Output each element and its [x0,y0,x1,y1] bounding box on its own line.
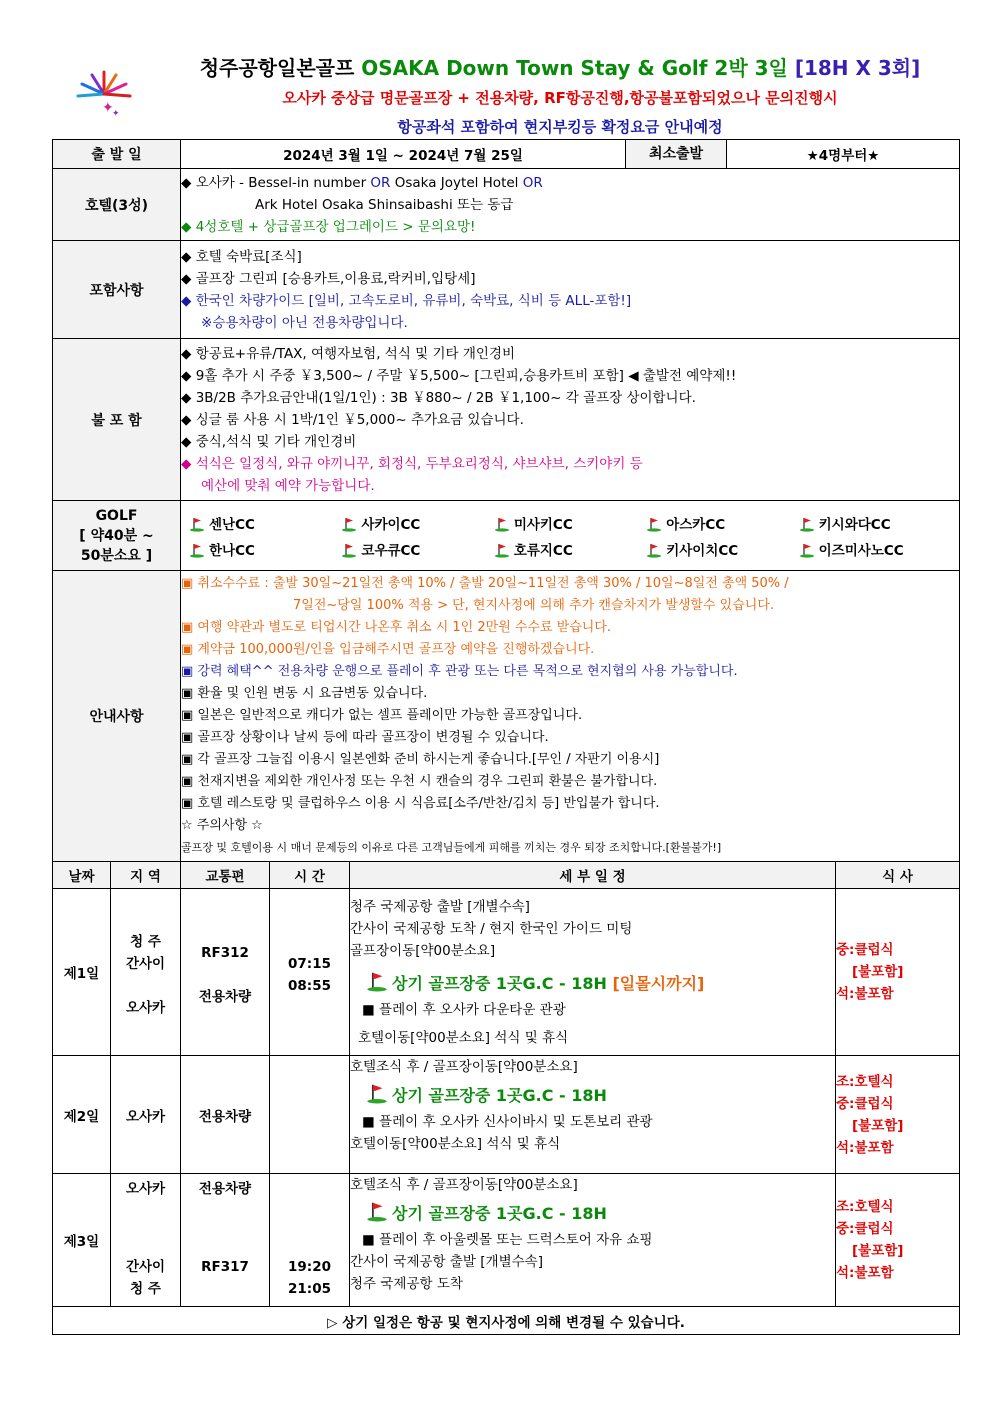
golf-label [53,501,181,571]
time-line: 08:55 [288,978,331,994]
meal-line: [불포함] [852,1117,904,1134]
golf-course-name: 미사키CC [513,516,573,533]
title-suffix: [18H X 3회] [794,56,921,80]
golf-round-text: 상기 골프장중 1곳G.C - 18H [392,1204,607,1223]
subtitle-line-2: 항공좌석 포함하여 현지부킹등 확정요금 안내예정 [397,118,723,136]
hotel-text-2: Osaka Joytel Hotel [390,174,523,191]
golf-course-name: 호류지CC [513,542,573,559]
region-line: 청 주 [130,934,161,950]
detail-line: ■ 플레이 후 아울렛몰 또는 드럭스토어 자유 쇼핑 [362,1232,653,1248]
day1-region [111,889,181,1056]
departure-dates: 2024년 3월 1일 ~ 2024년 7월 25일 [283,148,523,164]
notice-line-6: ▣ 환율 및 인원 변동 시 요금변동 있습니다. [181,686,428,701]
detail-line: 간사이 국제공항 출발 [개별수속] [350,1254,543,1270]
time-line: 19:20 [288,1259,331,1275]
golf-flag-icon [494,516,510,532]
golf-course-item [494,539,646,559]
day3-detail [350,1174,836,1307]
golf-flag-icon [646,542,662,558]
min-departure-cell [626,140,960,169]
page-header [150,52,970,137]
golf-course-list [181,501,960,571]
golf-round-extra: [일몰시까지] [612,973,705,993]
golf-course-item [799,539,951,559]
header-meals: 식 사 [836,862,960,889]
golf-flag-icon [799,542,815,558]
schedule-day-2 [53,1056,960,1174]
flight-number: RF312 [201,945,249,961]
transport-type: 전용차량 [198,989,252,1005]
golf-course-item [341,539,493,559]
header-time: 시 간 [270,862,350,889]
included-content [181,241,960,339]
golf-round-line [350,1082,835,1107]
hotel-or-1: OR [370,174,391,191]
notice-cancel-fee: ▣ 취소수수료 : 출발 30일~21일전 총액 10% / 출발 20일~11일전 총액 30% / 10일~8일전 총액 50% / [181,576,789,591]
golf-flag-icon [341,516,357,532]
region-line: 오사카 [125,1000,166,1016]
detail-line: 호텔이동[약00분소요] 석식 및 휴식 [350,1136,561,1152]
detail-line: ■ 플레이 후 오사카 다운타운 관광 [362,1001,566,1018]
golf-course-item [646,539,798,559]
hotel-content [181,169,960,241]
included-label: 포함사항 [53,241,181,339]
notice-line-4: ▣ 계약금 100,000원/인을 입금해주시면 골프장 예약을 진행하겠습니다. [181,642,595,657]
notice-caution-text: 골프장 및 호텔이용 시 매너 문제등의 이유로 다른 고객님들에게 피해를 끼치는 경우 퇴장 조치합니다.[환불불가!] [181,841,722,854]
page-title [150,52,970,81]
flight-number: RF317 [201,1259,249,1275]
hotel-text-1: ◆ 오사카 - Bessel-in number [181,174,371,191]
day2-detail [350,1056,836,1174]
meal-line: [불포함] [852,964,904,980]
day3-meals [836,1174,960,1307]
notice-cancel-fee-2: 7일전~당일 100% 적용 > 단, 현지사정에 의해 추가 캔슬차지가 발생할수 있습니다. [293,598,775,613]
notice-line-3: ▣ 여행 약관과 별도로 티업시간 나온후 취소 시 1인 2만원 수수료 받습니다. [181,620,612,635]
golf-round-line [350,970,835,995]
region-line: 청 주 [130,1281,161,1297]
excluded-line-2: ◆ 9홀 추가 시 주중 ￥3,500~ / 주말 ￥5,500~ [그린피,승용카트비 포함] ◀ 출발전 예약제!! [181,367,737,384]
golf-flag-icon [366,1200,388,1222]
day1-detail [350,889,836,1056]
golf-course-name: 코우큐CC [361,542,421,559]
day-label: 제2일 [53,1056,111,1174]
golf-label-line-2: [ 약40분 ~ [79,527,154,544]
golf-course-name: 한나CC [209,542,255,559]
golf-label-line-3: 50분소요 ] [80,547,153,564]
title-prefix: 청주공항일본골프 [199,56,355,80]
detail-line: 호텔조식 후 / 골프장이동[약00분소요] [350,1059,578,1075]
meal-line: 중:클럽식 [836,942,894,958]
golf-flag-icon [189,516,205,532]
transport-type: 전용차량 [198,1181,252,1197]
schedule-footer-note: ▷ 상기 일정은 항공 및 현지사정에 의해 변경될 수 있습니다. [53,1307,960,1335]
detail-line: 간사이 국제공항 도착 / 현지 한국인 가이드 미팅 [350,920,633,937]
day3-time [270,1174,350,1307]
golf-course-item [341,513,493,533]
included-line-1: ◆ 호텔 숙박료[조식] [181,248,302,265]
region-line: 간사이 [125,1259,166,1275]
day1-meals [836,889,960,1056]
golf-course-name: 사카이CC [361,516,421,533]
region-line: 오사카 [125,1181,166,1197]
detail-line: 청주 국제공항 도착 [350,1276,463,1292]
day1-time [270,889,350,1056]
detail-line: 청주 국제공항 출발 [개별수속] [350,898,530,915]
golf-course-name: 키시와다CC [818,516,891,533]
departure-label: 출 발 일 [53,140,181,169]
excluded-label: 불 포 함 [53,339,181,501]
golf-flag-icon [799,516,815,532]
meal-line: [불포함] [852,1243,904,1259]
excluded-line-3: ◆ 3B/2B 추가요금안내(1일/1인) : 3B ￥880~ / 2B ￥1,100~ 각 골프장 상이합니다. [181,389,696,406]
golf-course-item [494,513,646,533]
notice-line-8: ▣ 골프장 상황이나 날씨 등에 따라 골프장이 변경될 수 있습니다. [181,730,549,745]
excluded-content [181,339,960,501]
min-departure-value: ★4명부터★ [806,148,880,164]
day-label: 제3일 [53,1174,111,1307]
hotel-or-2: OR [522,174,543,191]
header-date: 날짜 [53,862,111,889]
golf-course-name: 센난CC [209,516,255,533]
golf-course-item [646,513,798,533]
svg-text:✦: ✦ [112,109,120,118]
region-line: 간사이 [125,956,166,972]
day2-meals [836,1056,960,1174]
notice-line-9: ▣ 각 골프장 그늘집 이용시 일본엔화 준비 하시는게 좋습니다.[무인 / 자판기 이용시] [181,752,660,767]
time-line: 21:05 [288,1281,331,1297]
golf-round-text: 상기 골프장중 1곳G.C - 18H [392,973,613,993]
meal-line: 조:호텔식 [836,1073,894,1090]
golf-course-name: 이즈미사노CC [818,542,904,559]
itinerary-table [52,139,960,1335]
day2-transport: 전용차량 [181,1056,270,1174]
hotel-line-2: Ark Hotel Osaka Shinsaibashi 또는 동급 [255,196,514,213]
notice-line-5: ▣ 강력 혜택^^ 전용차량 운행으로 플레이 후 관광 또는 다른 목적으로 현지협의 사용 가능합니다. [181,664,738,679]
golf-flag-icon [366,1082,388,1104]
min-departure-label: 최소출발 [626,140,727,168]
golf-round-text: 상기 골프장중 1곳G.C - 18H [392,1086,607,1105]
day-label: 제1일 [53,889,111,1056]
golf-flag-icon [646,516,662,532]
svg-text:✦: ✦ [102,100,114,116]
title-main: OSAKA Down Town Stay & Golf 2박 3일 [361,56,788,80]
hotel-upgrade-line: ◆ 4성호텔 + 상급골프장 업그레이드 > 문의요망! [181,218,476,235]
day1-transport [181,889,270,1056]
detail-line: 호텔이동[약00분소요] 석식 및 휴식 [358,1029,569,1046]
golf-flag-icon [366,970,388,992]
day3-transport [181,1174,270,1307]
golf-course-item [189,539,341,559]
day2-time [270,1056,350,1174]
notice-line-7: ▣ 일본은 일반적으로 캐디가 없는 셀프 플레이만 가능한 골프장입니다. [181,708,583,723]
subtitle-line-1: 오사카 중상급 명문골프장 + 전용차량, RF항공진행,항공불포함되었으나 문의진행시 [282,89,838,107]
meal-line: 석:불포함 [836,1139,894,1156]
meal-line: 중:클럽식 [836,1221,894,1237]
meal-line: 석:불포함 [836,1265,894,1281]
day3-region [111,1174,181,1307]
header-detail: 세 부 일 정 [350,862,836,889]
golf-round-line [350,1200,835,1225]
excluded-line-1: ◆ 항공료+유류/TAX, 여행자보험, 석식 및 기타 개인경비 [181,345,516,362]
meal-line: 조:호텔식 [836,1199,894,1215]
excluded-line-5: ◆ 중식,석식 및 기타 개인경비 [181,433,357,450]
time-line: 07:15 [288,956,331,972]
excluded-line-4: ◆ 싱글 룸 사용 시 1박/1인 ￥5,000~ 추가요금 있습니다. [181,411,524,428]
notice-line-10: ▣ 천재지변을 제외한 개인사정 또는 우천 시 캔슬의 경우 그린피 환불은 불가합니다. [181,774,658,789]
notice-line-11: ▣ 호텔 레스토랑 및 클럽하우스 이용 시 식음료[소주/반찬/김치 등] 반입불가 합니다. [181,796,660,811]
golf-flag-icon [189,542,205,558]
golf-course-name: 아스카CC [666,516,726,533]
departure-value [181,140,626,169]
header-transport: 교통편 [181,862,270,889]
notice-content [181,571,960,862]
golf-label-line-1: GOLF [95,507,138,524]
detail-line: 호텔조식 후 / 골프장이동[약00분소요] [350,1177,578,1193]
included-note: ※승용차량이 아닌 전용차량입니다. [201,314,408,331]
schedule-day-1 [53,889,960,1056]
golf-course-item [799,513,951,533]
hotel-line-1 [181,172,959,194]
notice-caution-title: ☆ 주의사항 ☆ [181,818,263,833]
golf-flag-icon [494,542,510,558]
hotel-label: 호텔(3성) [53,169,181,241]
included-line-3: ◆ 한국인 차량가이드 [일비, 고속도로비, 유류비, 숙박료, 식비 등 ALL-포함!] [181,292,632,309]
schedule-header-row [53,862,960,889]
schedule-day-3 [53,1174,960,1307]
notice-label: 안내사항 [53,571,181,862]
meal-line: 중:클럽식 [836,1095,894,1112]
meal-line: 석:불포함 [836,986,894,1002]
golf-course-name: 키사이치CC [666,542,739,559]
detail-line: ■ 플레이 후 오사카 신사이바시 및 도톤보리 관광 [362,1114,653,1130]
detail-line: 골프장이동[약00분소요] [350,942,496,959]
golf-course-item [189,513,341,533]
excluded-line-7: 예산에 맞춰 예약 가능합니다. [201,477,375,494]
included-line-2: ◆ 골프장 그린피 [승용카트,이용료,락커비,입탕세] [181,270,476,287]
day2-region: 오사카 [111,1056,181,1174]
golf-flag-icon [341,542,357,558]
header-region: 지 역 [111,862,181,889]
excluded-line-6: ◆ 석식은 일정식, 와규 야끼니꾸, 회정식, 두부요리정식, 샤브샤브, 스키야키 등 [181,455,643,472]
company-logo [72,66,136,118]
